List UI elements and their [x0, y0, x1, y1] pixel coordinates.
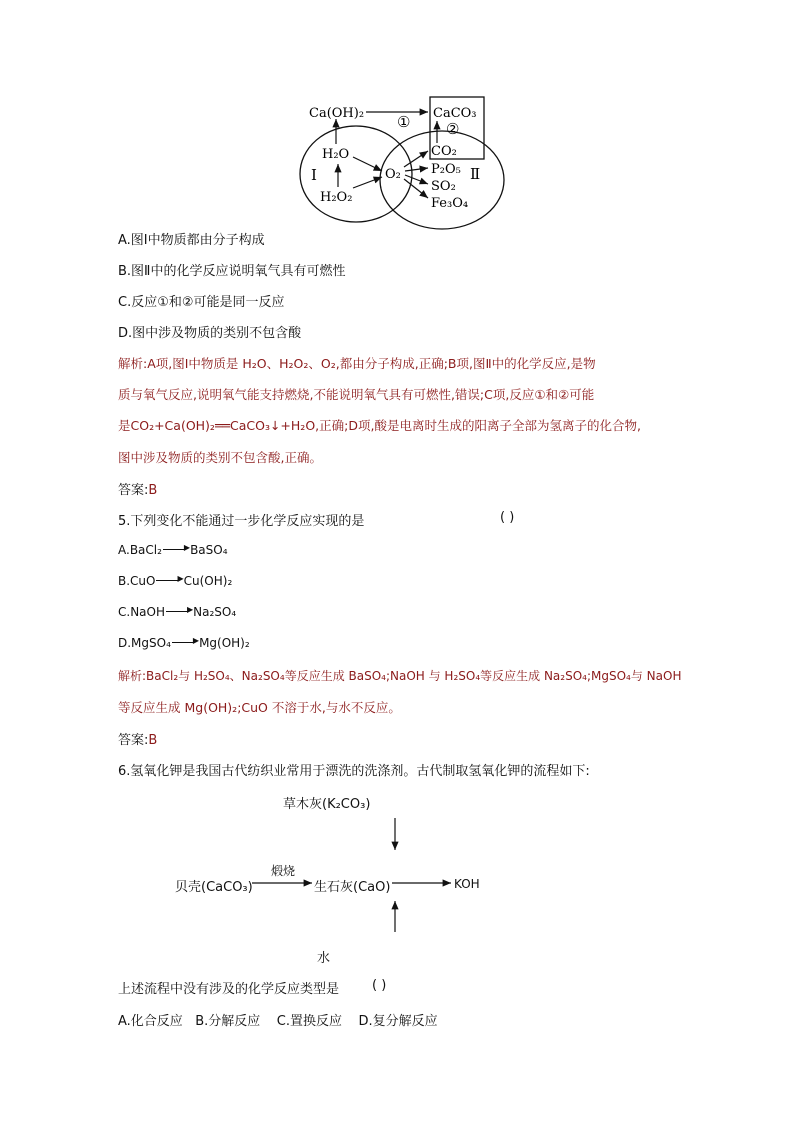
label-o2: O₂: [385, 167, 401, 182]
arrow-icon: [172, 642, 194, 643]
label-mark1: ①: [397, 113, 411, 131]
q4-option-a: A.图Ⅰ中物质都由分子构成: [118, 233, 265, 248]
q5-paren: ( ): [500, 510, 515, 525]
q6-shell: 贝壳(CaCO₃): [175, 880, 253, 895]
arrow-o2-fe3o4: [404, 179, 428, 198]
q5-option-d-to: Mg(OH)₂: [199, 636, 250, 650]
reaction-diagram: [0, 0, 794, 230]
arrow-icon: [163, 549, 185, 550]
label-caoh2: Ca(OH)₂: [309, 106, 365, 121]
q5-answer-label: 答案:: [118, 733, 149, 748]
label-so2: SO₂: [431, 179, 456, 194]
label-h2o2: H₂O₂: [320, 190, 353, 205]
q5-option-d-from: D.MgSO₄: [118, 636, 171, 650]
q6-lime: 生石灰(CaO): [314, 880, 391, 895]
q6-koh: KOH: [454, 877, 480, 891]
q4-analysis-line3: 是CO₂+Ca(OH)₂══CaCO₃↓+H₂O,正确;D项,酸是电离时生成的阳离子全部为氢离子的化合物,: [118, 418, 641, 433]
label-co2: CO₂: [431, 144, 457, 159]
arrow-icon: [166, 611, 188, 612]
q6-water: 水: [317, 951, 331, 966]
q5-analysis-line2: 等反应生成 Mg(OH)₂;CuO 不溶于水,与水不反应。: [118, 700, 401, 715]
q5-option-b-to: Cu(OH)₂: [183, 574, 233, 588]
q5-option-b-from: B.CuO: [118, 574, 156, 588]
label-circle1: Ⅰ: [311, 166, 317, 184]
q5-option-c: [118, 605, 236, 619]
q5-answer-value: B: [148, 733, 158, 748]
arrow-icon: [156, 580, 178, 581]
label-caco3: CaCO₃: [433, 106, 477, 121]
q6-ash: 草木灰(K₂CO₃): [283, 797, 371, 812]
arrow-o2-co2: [404, 151, 428, 167]
q5-analysis-line1: 解析:BaCl₂与 H₂SO₄、Na₂SO₄等反应生成 BaSO₄;NaOH 与 H₂SO₄等反应生成 Na₂SO₄;MgSO₄与 NaOH: [118, 669, 682, 683]
q5-option-a-from: A.BaCl₂: [118, 543, 162, 557]
q5-option-d: [118, 636, 250, 650]
label-h2o: H₂O: [322, 147, 350, 162]
q4-analysis-line4: 图中涉及物质的类别不包含酸,正确。: [118, 450, 322, 465]
q5-stem: 5.下列变化不能通过一步化学反应实现的是: [118, 514, 365, 529]
q5-option-a-to: BaSO₄: [190, 543, 228, 557]
q4-answer: [118, 479, 157, 498]
q5-option-a: [118, 543, 228, 557]
q6-stem: 6.氢氧化钾是我国古代纺织业常用于漂洗的洗涤剂。古代制取氢氧化钾的流程如下:: [118, 764, 590, 779]
q6-options: A.化合反应 B.分解反应 C.置换反应 D.复分解反应: [118, 1014, 438, 1029]
arrow-o2-p2o5: [405, 168, 428, 171]
q4-answer-value: B: [148, 483, 158, 498]
q5-option-b: [118, 574, 232, 588]
q5-option-c-from: C.NaOH: [118, 605, 165, 619]
q4-answer-label: 答案:: [118, 483, 149, 498]
arrowhead-icon: ▶: [187, 605, 194, 614]
label-fe3o4: Fe₃O₄: [431, 196, 469, 211]
arrowhead-icon: ▶: [177, 574, 184, 583]
label-mark2: ②: [446, 120, 460, 138]
arrowhead-icon: ▶: [183, 543, 191, 552]
q4-analysis-line1: 解析:A项,图Ⅰ中物质是 H₂O、H₂O₂、O₂,都由分子构成,正确;B项,图Ⅱ中的化学反应,是物: [118, 356, 596, 371]
q4-option-d: D.图中涉及物质的类别不包含酸: [118, 326, 302, 341]
q5-answer: [118, 729, 157, 748]
q6-question: 上述流程中没有涉及的化学反应类型是: [118, 982, 340, 997]
arrowhead-icon: ▶: [192, 636, 200, 645]
label-p2o5: P₂O₅: [431, 162, 461, 177]
arrow-h2o-o2: [353, 157, 382, 171]
label-circle2: Ⅱ: [470, 165, 481, 183]
q6-paren: ( ): [372, 978, 387, 993]
arrow-h2o2-o2: [353, 177, 382, 188]
q5-option-c-to: Na₂SO₄: [193, 605, 237, 619]
q6-calcine: 煅烧: [271, 864, 296, 878]
q4-option-c: C.反应①和②可能是同一反应: [118, 295, 285, 310]
q4-analysis-line2: 质与氧气反应,说明氧气能支持燃烧,不能说明氧气具有可燃性,错误;C项,反应①和②可能: [118, 387, 595, 402]
q4-option-b: B.图Ⅱ中的化学反应说明氧气具有可燃性: [118, 264, 346, 279]
